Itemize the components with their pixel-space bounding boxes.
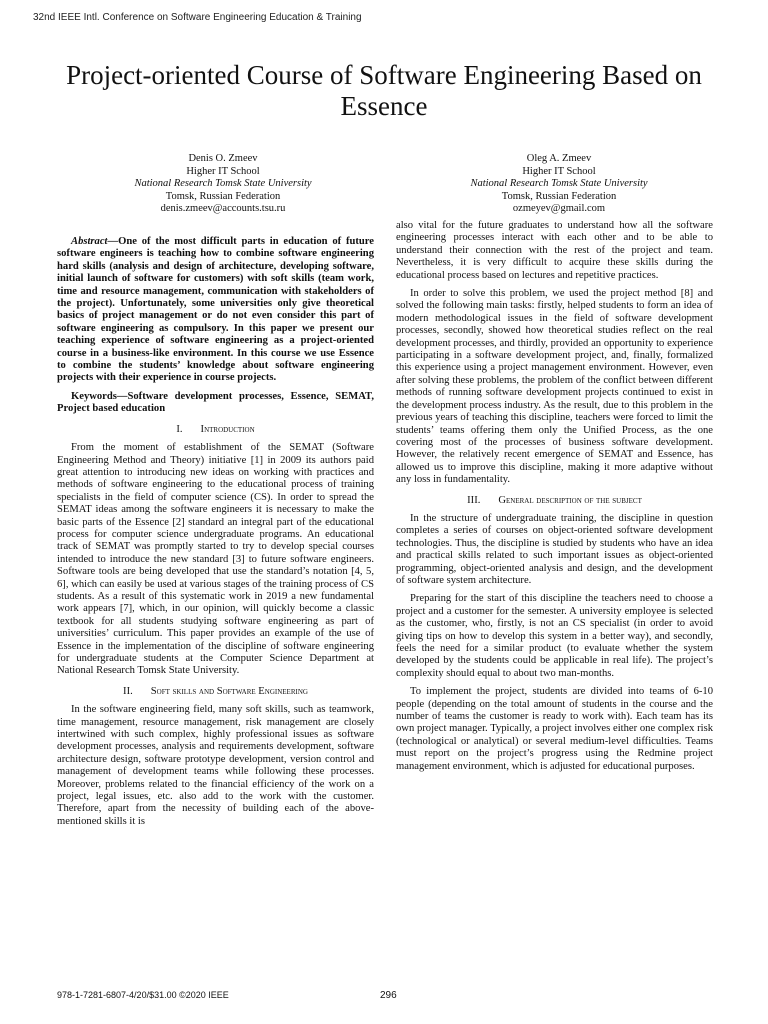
page-number: 296 [380, 990, 397, 1001]
section-number: II. [123, 685, 133, 697]
abstract-text: —One of the most difficult parts in education of future software engineers is teaching how to combine software engineering hard skills (analysis and design of architecture, developing software, initial launch of software for customers) with soft skills (team work, time and resource management, communication with stakeholders of the project). Unfortunately, some universities only give theoretical basics of project management or do not even consider this part of software engineering as compulsory. In this paper we present our teaching experience of software engineering as a project-oriented course in a business-like environment. In this course we use Essence to combine the students’ knowledge about software engineering projects with their experience in course projects. [57, 236, 374, 384]
author-block-2 [409, 153, 709, 216]
author-email: denis.zmeev@accounts.tsu.ru [160, 203, 286, 214]
left-column [57, 236, 374, 834]
paragraph: To implement the project, students are divided into teams of 6-10 people (depending on the total amount of students in the course and the number of teams the customer is ready to work with). Each team has its own project manager. Typically, a project involves either one complex risk (technological or analytical) or several medium-level difficulties. Teams must report on the project’s progress using the Redmine project management environment, which is adjusted for educational purposes. [396, 686, 713, 772]
section-title: Introduction [200, 423, 255, 435]
paragraph: From the moment of establishment of the SEMAT (Software Engineering Method and Theory) initiative [1] in 2009 its authors paid great attention to introducing new ideas on working with practices and methods of software engineering to the educational process of training specialists in the field of computer science (CS). In order to spread the SEMAT ideas among the software engineers it is necessary to make the basic parts of the Essence [2] standard an integral part of the educational process for computer science undergraduate programs. An educational track of SEMAT was promptly started to try to develop special courses intended to introduce the new standard [3] to future software engineers. Software tools are being developed that use the standard’s notation [4, 5, 6], which can easily be used at various stages of the training process of CS students. As a result of this systematic work in 2019 a new fundamental work appears [7], which, in our opinion, will quickly become a classic textbook for all students studying software engineering as part of universities’ curriculum. This paper provides an example of the use of Essence in the implementation of the discipline of software engineering for undergraduate students at the Computer Science Department at National Research Tomsk State University. [57, 442, 374, 677]
author-dept: Higher IT School [186, 165, 260, 177]
paragraph: In the structure of undergraduate training, the discipline in question completes a series of courses on object-oriented software development technologies. Thus, the discipline is studied by students who have an idea and practical skills related to such important issues as object-oriented programming, object-oriented analysis and design, and the development of software system architecture. [396, 512, 713, 586]
paragraph: Preparing for the start of this discipline the teachers need to choose a project and a customer for the semester. A university employee is selected as the customer, who, firstly, is not an CS specialist (in order to avoid giving tips on how to develop this system in a better way), and secondly, feels the need for a similar product (to evaluate whether the system developed by the students could be applicable in real life). The project’s complexity should equal to about two man-months. [396, 593, 713, 679]
right-column [396, 220, 713, 779]
section-number: III. [467, 494, 481, 506]
keywords: Keywords—Software development processes, Essence, SEMAT, Project based education [57, 390, 374, 415]
paragraph: In order to solve this problem, we used the project method [8] and solved the following main tasks: firstly, helped students to form an idea of modern methodological issues in the field of software development processes, secondly, showed how theoretical studies reflect on the real development processes, and thirdly, provided an opportunity to experience participating in a software development project, and, finally, formalized this experience using a project management environment. However, even after solving these problems, the problem of the conflict between different methods of running software development projects continued to exist in the development process industry. As the result, due to this problem in the previous years of teaching this discipline, teachers were forced to limit the students’ teams offering them only the Unified Process, as the one covering most of the processes of business software development. However, the relatively recent emergence of SEMAT and Essence, has allowed us to improve this discipline, making it more adaptive without any loss in fundamentality. [396, 288, 713, 486]
abstract-label: Abstract [71, 236, 108, 247]
author-location: Tomsk, Russian Federation [165, 190, 281, 202]
section-heading-introduction [57, 424, 374, 436]
copyright-footer: 978-1-7281-6807-4/20/$31.00 ©2020 IEEE [57, 990, 229, 1000]
paragraph: In the software engineering field, many soft skills, such as teamwork, time management, resource management, risk management are closely intertwined with such complex, highly professional issues as software development processes, analysis and requirements development, software architecture design, software prototype development, version control and management of development teams while following these processes. Moreover, problems related to the financial efficiency of the work on a project, legal issues, etc. also add to the work with the customer. Therefore, apart from the necessity of building each of the above-mentioned skills it is [57, 704, 374, 827]
author-email: ozmeyev@gmail.com [512, 203, 606, 214]
author-location: Tomsk, Russian Federation [501, 190, 617, 202]
section-number: I. [176, 423, 183, 435]
author-block-1 [73, 153, 373, 216]
author-university: National Research Tomsk State University [134, 178, 312, 189]
author-university: National Research Tomsk State University [470, 178, 648, 189]
author-name: Denis O. Zmeev [188, 153, 258, 164]
paragraph: also vital for the future graduates to understand how all the software engineering processes interact with each other and to be able to understand their connection with the rest of the project and team. Nevertheless, it is very difficult to acquire these skills during the educational process based on lectures and repetitive practices. [396, 220, 713, 281]
author-dept: Higher IT School [522, 165, 596, 177]
author-name: Oleg A. Zmeev [526, 153, 592, 164]
section-heading-soft-skills [57, 686, 374, 698]
paper-title: Project-oriented Course of Software Engineering Based on Essence [66, 60, 702, 121]
section-title: General description of the subject [498, 494, 642, 506]
abstract [57, 236, 374, 385]
conference-header: 32nd IEEE Intl. Conference on Software Engineering Education & Training [33, 12, 362, 23]
section-heading-general-description [396, 495, 713, 507]
section-title: Soft skills and Software Engineering [150, 685, 308, 697]
